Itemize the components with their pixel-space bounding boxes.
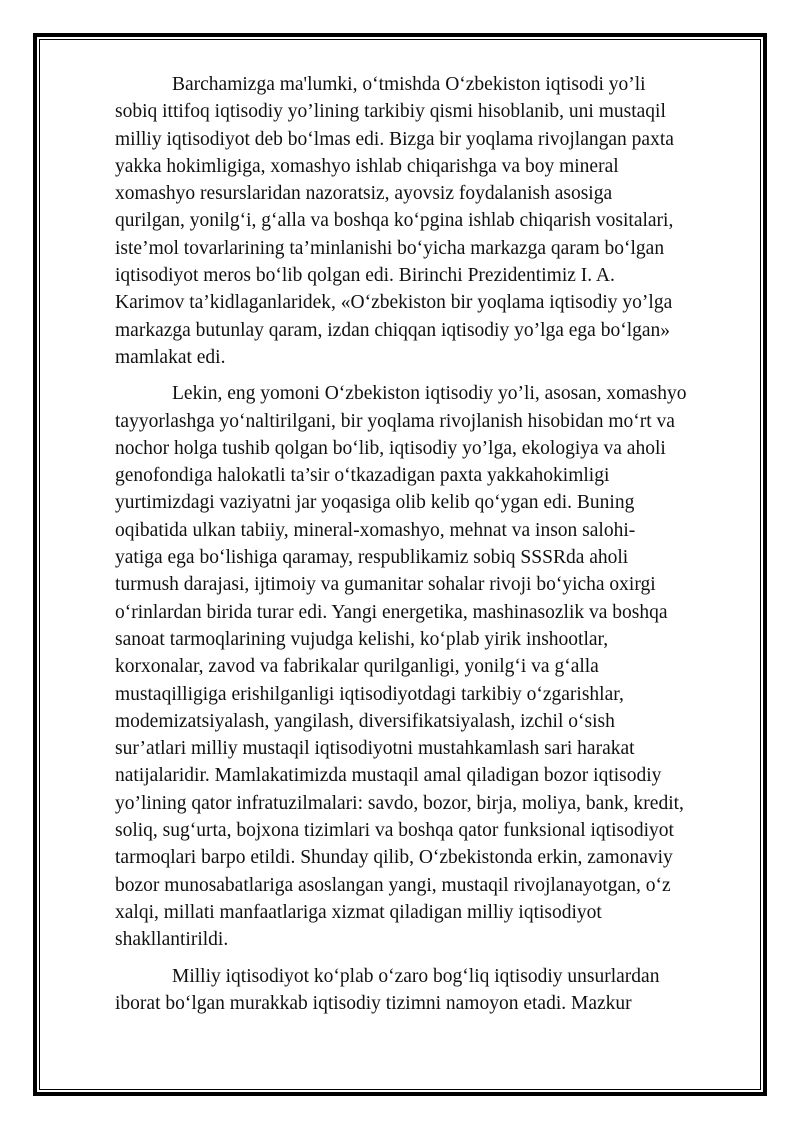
text-line: yo’lining qator infratuzilmalari: savdo, bozor, birja, moliya, bank, kredit, xyxy=(115,792,684,814)
text-line: markazga butunlay qaram, izdan chiqqan iqtisodiy yo’lga ega bo‘lgan» xyxy=(115,319,671,341)
text-line: sobiq ittifoq iqtisodiy yo’lining tarkibiy qismi hisoblanib, uni mustaqil xyxy=(115,101,666,123)
paragraph-1 xyxy=(115,71,705,371)
text-line: korxonalar, zavod va fabrikalar qurilganligi, yonilg‘i va g‘alla xyxy=(115,656,599,678)
text-line: o‘rinlardan birida turar edi. Yangi energetika, mashinasozlik va boshqa xyxy=(115,601,668,623)
text-line: nochor holga tushib qolgan bo‘lib, iqtisodiy yo’lga, ekologiya va aholi xyxy=(115,437,666,459)
text-line: yurtimizdagi vaziyatni jar yoqasiga olib kelib qo‘ygan edi. Buning xyxy=(115,492,635,514)
text-line: bozor munosabatlariga asoslangan yangi, mustaqil rivojlanayotgan, o‘z xyxy=(115,874,671,896)
text-line: Lekin, eng yomoni O‘zbekiston iqtisodiy yo’li, asosan, xomashyo xyxy=(172,383,687,405)
text-line: soliq, sug‘urta, bojxona tizimlari va boshqa qator funksional iqtisodiyot xyxy=(115,820,674,842)
text-line: yakka hokimligiga, xomashyo ishlab chiqarishga va boy mineral xyxy=(115,155,619,177)
text-line: shakllantirildi. xyxy=(115,929,229,951)
text-line: modemizatsiyalash, yangilash, diversifikatsiyalash, izchil o‘sish xyxy=(115,710,615,732)
text-line: tayyorlashga yo‘naltirilgani, bir yoqlama rivojlanish hisobidan mo‘rt va xyxy=(115,410,675,432)
text-line: milliy iqtisodiyot deb bo‘lmas edi. Bizga bir yoqlama rivojlangan paxta xyxy=(115,128,674,150)
text-line: sanoat tarmoqlarining vujudga kelishi, ko‘plab yirik inshootlar, xyxy=(115,628,609,650)
text-line: Karimov ta’kidlaganlaridek, «O‘zbekiston bir yoqlama iqtisodiy yo’lga xyxy=(115,292,673,314)
text-line: Milliy iqtisodiyot ko‘plab o‘zaro bog‘liq iqtisodiy unsurlardan xyxy=(172,965,660,987)
text-line: sur’atlari milliy mustaqil iqtisodiyotni mustahkamlash sari harakat xyxy=(115,738,635,760)
text-line: mamlakat edi. xyxy=(115,346,226,368)
document-body xyxy=(115,71,705,1017)
text-line: turmush darajasi, ijtimoiy va gumanitar sohalar rivoji bo‘yicha oxirgi xyxy=(115,574,656,596)
text-line: oqibatida ulkan tabiiy, mineral-xomashyo, mehnat va inson salohi- xyxy=(115,519,636,541)
text-line: genofondiga halokatli ta’sir o‘tkazadigan paxta yakkahokimligi xyxy=(115,465,610,487)
text-line: iborat bo‘lgan murakkab iqtisodiy tizimni namoyon etadi. Mazkur xyxy=(115,992,632,1014)
text-line: xomashyo resurslaridan nazoratsiz, ayovsiz foydalanish asosiga xyxy=(115,183,613,205)
text-line: yatiga ega bo‘lishiga qaramay, respublikamiz sobiq SSSRda aholi xyxy=(115,547,629,569)
text-line: iste’mol tovarlarining ta’minlanishi bo‘yicha markazga qaram bo‘lgan xyxy=(115,237,665,259)
text-line: mustaqilligiga erishilganligi iqtisodiyotdagi tarkibiy o‘zgarishlar, xyxy=(115,683,624,705)
text-line: natijalaridir. Mamlakatimizda mustaqil amal qiladigan bozor iqtisodiy xyxy=(115,765,662,787)
text-line: tarmoqlari barpo etildi. Shunday qilib, O‘zbekistonda erkin, zamonaviy xyxy=(115,847,673,869)
paragraph-2 xyxy=(115,380,705,953)
text-line: Barchamizga ma'lumki, o‘tmishda O‘zbekiston iqtisodi yo’li xyxy=(172,74,646,95)
text-line: xalqi, millati manfaatlariga xizmat qiladigan milliy iqtisodiyot xyxy=(115,901,602,923)
text-line: qurilgan, yonilg‘i, g‘alla va boshqa ko‘pgina ishlab chiqarish vositalari, xyxy=(115,210,674,232)
paragraph-3 xyxy=(115,963,705,1018)
text-line: iqtisodiyot meros bo‘lib qolgan edi. Birinchi Prezidentimiz I. A. xyxy=(115,265,615,287)
